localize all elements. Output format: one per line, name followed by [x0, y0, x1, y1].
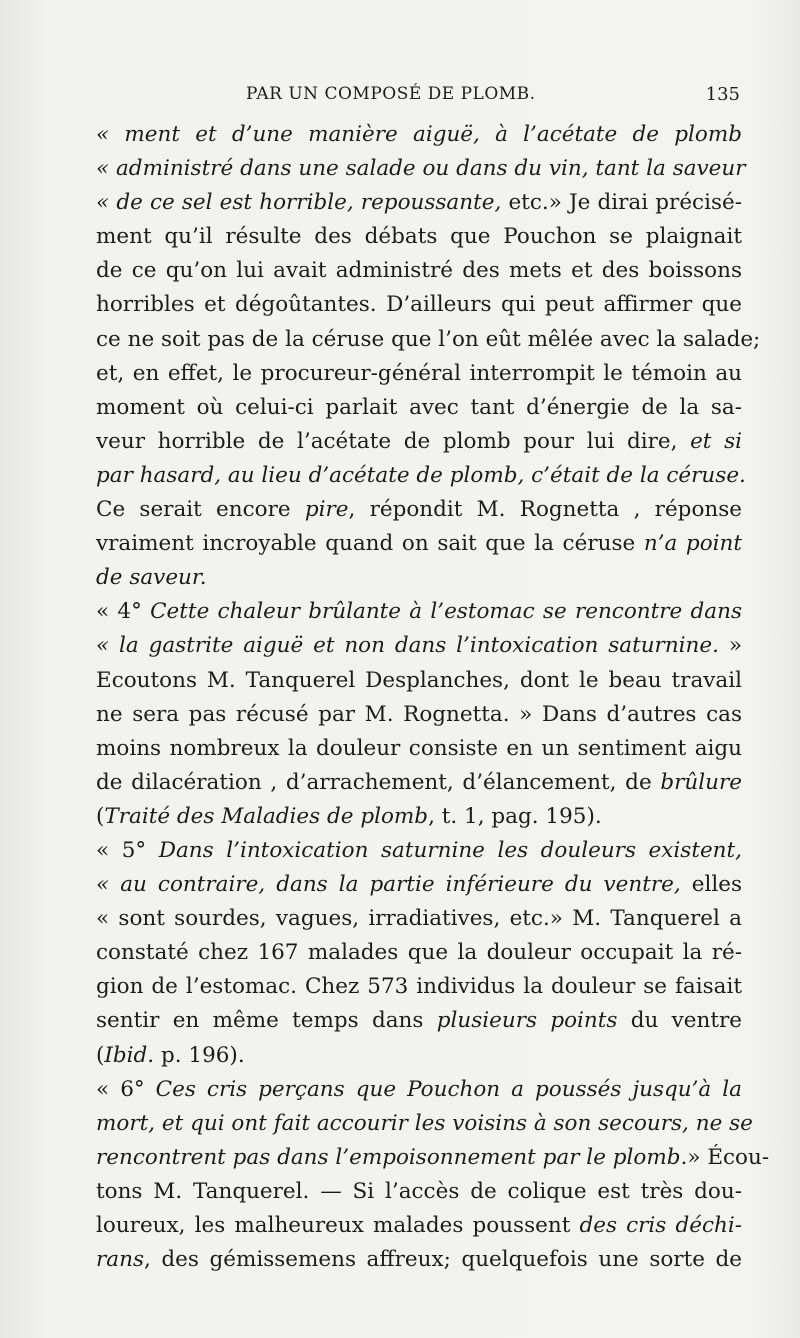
text-line — [96, 1141, 770, 1175]
roman-text: ne sera pas récusé par M. Rognetta. » Dans d’autres cas — [96, 701, 742, 727]
roman-text: tons M. Tanquerel. — Si l’accès de colique est très dou- — [96, 1178, 742, 1204]
italic-text: Cette chaleur brûlante à l’estomac se rencontre dans — [150, 599, 742, 625]
italic-text: brûlure — [660, 769, 742, 795]
roman-text: gion de l’estomac. Chez 573 individus la douleur se faisait — [96, 974, 742, 1000]
text-line — [96, 1243, 742, 1277]
roman-text: « sont sourdes, vagues, irradiatives, etc.» M. Tanquerel a — [96, 906, 742, 932]
roman-text: « 4° — [96, 599, 151, 625]
italic-text: mort, et qui ont fait accourir les voisins à son secours, ne se — [96, 1110, 753, 1136]
italic-text: Dans l’intoxication saturnine les douleurs existent, — [158, 837, 742, 863]
text-line — [96, 493, 742, 527]
italic-text: plusieurs points — [436, 1008, 618, 1034]
roman-text: veur horrible de l’acétate de plomb pour lui dire, — [96, 428, 691, 454]
page-number: 135 — [705, 84, 740, 105]
text-line — [96, 732, 742, 766]
roman-text: du ventre — [617, 1008, 742, 1034]
text-line — [96, 1209, 742, 1243]
italic-text: « ment et d’une manière aiguë, à l’acétate de plomb — [96, 122, 742, 147]
text-line — [96, 1073, 742, 1107]
italic-text: « de ce sel est horrible, repoussante, — [96, 190, 502, 216]
text-line — [96, 186, 742, 220]
italic-text: Ibid. — [104, 1042, 155, 1068]
text-line — [96, 220, 742, 254]
italic-text: Traité des Maladies de plomb — [104, 803, 429, 829]
text-line — [96, 391, 742, 425]
roman-text: et, en effet, le procureur-général interrompit le témoin au — [96, 360, 742, 386]
text-line — [96, 152, 746, 186]
roman-text: vraiment incroyable quand on sait que la céruse — [96, 531, 644, 557]
roman-text: ( — [96, 1042, 105, 1068]
roman-text: « 5° — [96, 837, 159, 863]
italic-text: n’a point — [643, 531, 742, 557]
roman-text: moment où celui-ci parlait avec tant d’énergie de la sa- — [96, 394, 742, 420]
italic-text: et si — [690, 428, 742, 454]
roman-text: moins nombreux la douleur consiste en un sentiment aigu — [96, 735, 742, 761]
text-line — [96, 288, 742, 322]
roman-text: « 6° — [96, 1076, 156, 1102]
text-line — [96, 1107, 753, 1141]
text-line — [96, 459, 746, 493]
italic-text: « administré dans une salade ou dans du vin, tant la saveur — [96, 156, 746, 182]
text-line — [96, 527, 742, 561]
text-line — [96, 425, 742, 459]
roman-text: etc.» Je dirai précisé- — [501, 190, 742, 216]
text-line — [96, 698, 742, 732]
roman-text: , répondit M. Rognetta , réponse — [348, 497, 742, 523]
text-line — [96, 800, 742, 834]
roman-text: constaté chez 167 malades que la douleur occupait la ré- — [96, 940, 742, 966]
italic-text: par hasard, au lieu d’acétate de plomb, c’était de la céruse. — [96, 462, 746, 488]
text-line — [96, 766, 742, 800]
roman-text: Ce serait encore — [96, 497, 305, 523]
roman-text: , des gémissemens affreux; quelquefois une sorte de — [143, 1247, 742, 1273]
italic-text: de saveur. — [96, 565, 207, 591]
roman-text: ce ne soit pas de la céruse que l’on eût mêlée avec la salade; — [96, 326, 761, 352]
running-title: PAR UN COMPOSÉ DE PLOMB. — [246, 84, 536, 104]
text-line — [96, 118, 742, 152]
italic-text: « au contraire, dans la partie inférieure du ventre, — [96, 872, 681, 898]
text-line — [96, 629, 742, 663]
text-line — [96, 664, 742, 698]
text-line — [96, 868, 742, 902]
italic-text: rans — [96, 1247, 144, 1273]
text-line — [96, 254, 742, 288]
roman-text: » — [718, 633, 742, 659]
text-line — [96, 595, 742, 629]
body-text — [96, 118, 770, 1277]
roman-text: ment qu’il résulte des débats que Pouchon se plaignait — [96, 224, 742, 250]
roman-text: p. 196). — [154, 1042, 245, 1068]
text-line — [96, 323, 761, 357]
roman-text: de dilacération , d’arrachement, d’élancement, de — [96, 769, 661, 795]
italic-text: rencontrent pas dans l’empoisonnement par le plomb. — [96, 1144, 688, 1170]
italic-text: Ces cris perçans que Pouchon a poussés jusqu’à la — [155, 1076, 742, 1102]
roman-text: loureux, les malheureux malades poussent — [96, 1213, 580, 1238]
roman-text: de ce qu’on lui avait administré des mets et des boissons — [96, 258, 742, 284]
roman-text: , t. 1, pag. 195). — [428, 803, 602, 829]
text-line — [96, 357, 742, 391]
roman-text: » Écou- — [687, 1144, 770, 1170]
italic-text: pire — [304, 497, 349, 523]
text-line — [96, 1175, 742, 1209]
roman-text: horribles et dégoûtantes. D’ailleurs qui peut affirmer que — [96, 292, 742, 318]
text-line — [96, 834, 742, 868]
page-header — [96, 84, 740, 112]
roman-text: Ecoutons M. Tanquerel Desplanches, dont le beau travail — [96, 667, 742, 693]
italic-text: « la gastrite aiguë et non dans l’intoxication saturnine. — [96, 633, 719, 659]
text-line — [96, 902, 742, 936]
roman-text: sentir en même temps dans — [96, 1008, 437, 1034]
text-line — [96, 970, 742, 1004]
roman-text: elles — [680, 872, 742, 898]
text-line — [96, 561, 742, 595]
text-line — [96, 1039, 742, 1073]
text-line — [96, 936, 742, 970]
text-line — [96, 1004, 742, 1038]
roman-text: ( — [96, 803, 105, 829]
italic-text: des cris déchi- — [579, 1213, 742, 1238]
